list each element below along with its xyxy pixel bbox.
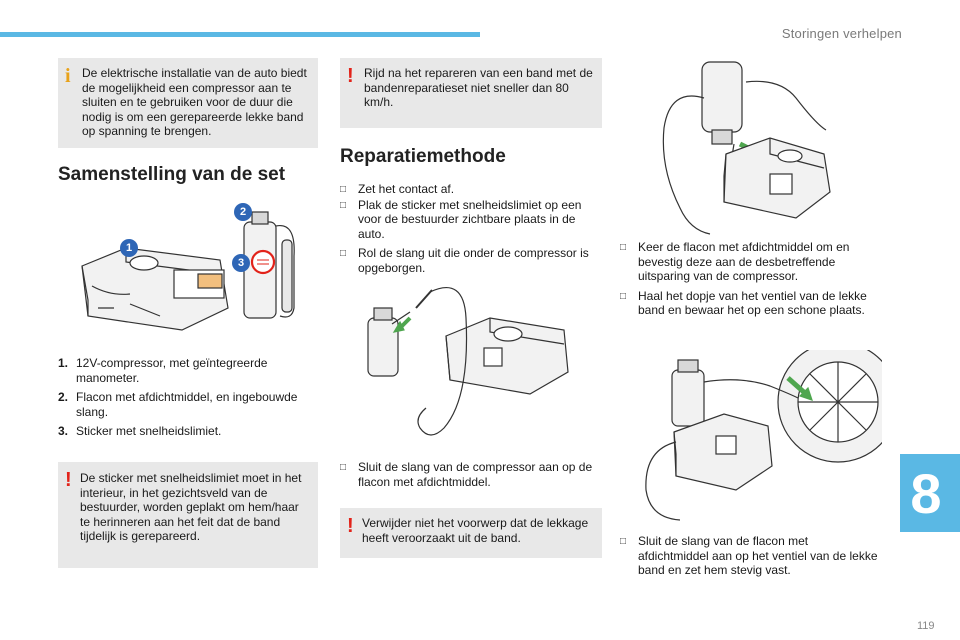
step-text: Haal het dopje van het ventiel van de lekke band en bewaar het op een schone plaats.	[638, 288, 867, 318]
speed-warning-text: Rijd na het repareren van een band met de bandenreparatieset niet sneller dan 80 km/h.	[364, 66, 593, 110]
step-text: Rol de slang uit die onder de compressor is opgeborgen.	[358, 246, 589, 275]
list-item	[340, 198, 602, 242]
header-accent-bar	[0, 32, 480, 37]
step-text: Plak de sticker met snelheidslimiet op een voor de bestuurder zichtbare plaats in de auto.	[358, 197, 582, 241]
warning-box	[58, 462, 318, 568]
kit-parts-list	[58, 356, 316, 444]
checkbox-bullet-icon: □	[340, 462, 347, 473]
mount-steps	[620, 240, 882, 323]
info-box-text: De elektrische installatie van de auto biedt de mogelijkheid een compressor aan te sluiten en te gebruiken voor de duur die nodig is om een gerepareerde lekke band op spanning te brengen.	[82, 66, 307, 139]
list-item	[620, 240, 882, 284]
item-text: Sticker met snelheidslimiet.	[76, 424, 222, 439]
list-item	[620, 534, 882, 578]
warning-icon: !	[347, 515, 354, 537]
step-text: Sluit de slang van de compressor aan op de flacon met afdichtmiddel.	[358, 460, 593, 489]
list-item	[58, 424, 316, 439]
list-item	[340, 246, 602, 275]
step-text: Keer de flacon met afdichtmiddel om en bevestig deze aan de desbetreffende uitsparing van de compressor.	[638, 240, 850, 284]
list-item	[340, 182, 602, 198]
section-title: Storingen verhelpen	[781, 26, 902, 41]
list-item	[58, 390, 316, 419]
warning-icon: !	[65, 469, 72, 491]
info-box	[58, 58, 318, 148]
page-number: 119	[917, 620, 935, 632]
callout-3: 3	[232, 254, 250, 272]
hose-connection-illustration	[360, 278, 580, 442]
checkbox-bullet-icon: □	[340, 184, 347, 195]
item-text: Flacon met afdichtmiddel, en ingebouwde slang.	[76, 390, 298, 419]
callout-2: 2	[234, 203, 252, 221]
checkbox-bullet-icon: □	[340, 248, 347, 260]
repair-heading: Reparatiemethode	[340, 146, 506, 167]
bottle-mounted-illustration	[620, 58, 840, 236]
warning-box-text: De sticker met snelheidslimiet moet in het interieur, in het gezichtsveld van de bestuurder, worden geplakt om hem/haar te herinneren aan het feit dat de band tijdelijk is gerepareerd.	[80, 471, 302, 544]
valve-connection-illustration	[620, 350, 882, 522]
chapter-tab: 8	[900, 454, 960, 532]
step-text: Sluit de slang van de flacon met afdichtmiddel aan op het ventiel van de lekke band en zet hem stevig vast.	[638, 534, 878, 578]
repair-steps	[340, 182, 602, 281]
kit-heading: Samenstelling van de set	[58, 164, 286, 185]
valve-step	[620, 534, 882, 583]
checkbox-bullet-icon: □	[620, 536, 627, 547]
step-text: Zet het contact af.	[358, 182, 455, 196]
connect-step	[340, 460, 602, 494]
checkbox-bullet-icon: □	[620, 290, 627, 302]
kit-illustration	[70, 196, 310, 344]
checkbox-bullet-icon: □	[340, 199, 347, 211]
callout-1: 1	[120, 239, 138, 257]
info-icon: i	[65, 65, 71, 87]
item-number: 3.	[58, 424, 69, 439]
object-warning-text: Verwijder niet het voorwerp dat de lekkage heeft veroorzaakt uit de band.	[362, 516, 589, 545]
object-warning-box	[340, 508, 602, 558]
item-number: 2.	[58, 390, 69, 405]
list-item	[340, 460, 602, 489]
list-item	[58, 356, 316, 385]
list-item	[620, 289, 882, 318]
item-number: 1.	[58, 356, 69, 370]
item-text: 12V-compressor, met geïntegreerde manometer.	[76, 356, 268, 385]
checkbox-bullet-icon: □	[620, 242, 627, 253]
speed-warning-box	[340, 58, 602, 128]
warning-icon: !	[347, 65, 354, 87]
